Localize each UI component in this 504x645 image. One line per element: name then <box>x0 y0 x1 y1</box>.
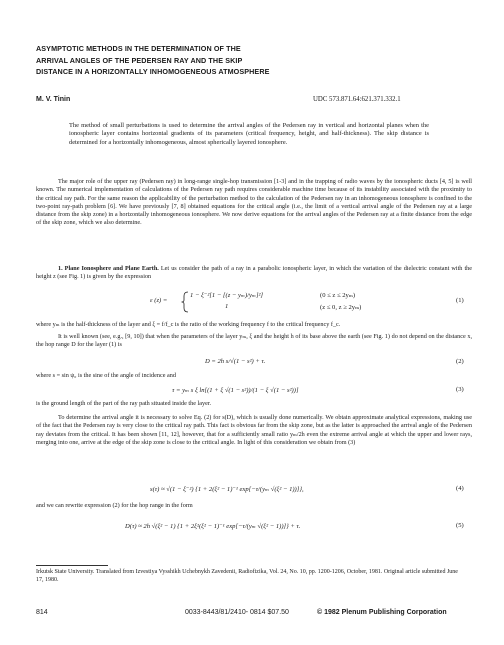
equation-3: τ = yₘ s ξ ln[(1 + ξ √(1 − s²))/(1 − ξ √(1 − s²))] <box>172 387 299 394</box>
section-paragraph <box>36 265 472 282</box>
intro-paragraph: The major role of the upper ray (Pedersen ray) in long-range single-hop transmission [1-3] and in the trapping of radio waves by the ionospheric ducts [4, 5] is well known. The numerical implementation of calculations of the Pedersen ray path requires considerable machine time because of its instability associated with the proximity to the critical ray path. For the same reason the applicability of the perturbation method to the calculation of the Pedersen ray in an inhomogeneous ionosphere is confined to the two-point ray-path problem [6]. We have previously [7, 8] obtained equations for the critical angle (i.e., the limit of a vertical arrival angle of the Pedersen ray at a large distance from the skip zone) in a horizontally inhomogeneous ionosphere. We now derive equations for the arrival angles of the Pedersen ray at a finite distance from the edge of the skip zone, which we also determine. <box>36 178 472 227</box>
ground-length-text: is the ground length of the part of the ray path situated inside the layer. <box>36 400 212 407</box>
rewrite-text: and we can rewrite expression (2) for the hop range in the form <box>36 502 193 509</box>
udc-code: UDC 573.871.64:621.371.332.1 <box>313 96 401 103</box>
equation-4: s(τ) ≈ √(1 − ξ⁻²) {1 + 2(ξ² − 1)⁻¹ exp[−τ/(yₘ √(ξ² − 1))]}, <box>150 486 304 493</box>
equation-1 <box>150 291 440 313</box>
equation-5: D(τ) ≈ 2h √(ξ² − 1) {1 + 2ξ²(ξ² − 1)⁻¹ exp[−τ/(yₘ √(ξ² − 1))]} + τ. <box>125 523 301 530</box>
where-paragraph-1: where yₘ is the half-thickness of the layer and ξ = f/f_c is the ratio of the working frequency f to the critical frequency f_c. <box>36 321 341 328</box>
section-heading: 1. Plane Ionosphere and Plane Earth. <box>58 265 159 272</box>
eq2-number: (2) <box>456 358 464 365</box>
section-text: Let us consider the path of a ray in a parabolic ionospheric layer, in which the variation of the dielectric constant with the height z (see Fig. 1) is given by the expression <box>36 265 473 281</box>
brace-icon <box>181 291 189 313</box>
title-line-1: ASYMPTOTIC METHODS IN THE DETERMINATION OF THE <box>36 44 241 53</box>
eq1-cond-top: (0 ≤ z ≤ 2yₘ) <box>320 292 356 299</box>
article-code: 0033-8443/81/2410- 0814 $07.50 <box>185 609 289 616</box>
title-line-3: DISTANCE IN A HORIZONTALLY INHOMOGENEOUS ATMOSPHERE <box>36 67 270 77</box>
eq5-number: (5) <box>456 522 464 529</box>
eq4-number: (4) <box>456 485 464 492</box>
title-line-2: ARRIVAL ANGLES OF THE PEDERSEN RAY AND THE SKIP <box>36 55 243 65</box>
determine-paragraph: To determine the arrival angle it is necessary to solve Eq. (2) for s(D), which is usually done numerically. We obtain approximate analytical expressions, making use of the fact that the Pedersen ray is very close to the critical ray path. This fact is obvious far from the skip zone, but as the latter is approached the arrival angle of the Pedersen ray deviates from the critical. It has been shown [11, 12], however, that for a sufficiently small ratio yₘ/2h even the extreme arrival angle at which the upper and lower rays, merging into one, arrive at the edge of the skip zone is close to the critical angle. In light of this consideration we obtain from (3) <box>36 414 472 446</box>
article-title <box>36 43 466 78</box>
eq3-number: (3) <box>456 386 464 393</box>
footnote-rule <box>36 565 108 566</box>
eq1-cond-bottom: (z ≤ 0, z ≥ 2yₘ) <box>320 304 362 311</box>
page-number: 814 <box>36 609 48 616</box>
eq1-bottom: 1 <box>225 303 229 310</box>
eq1-top: 1 − ξ⁻²[1 − [(z − yₘ)/yₘ]²] <box>190 292 264 299</box>
equation-2: D = 2h s/√(1 − s²) + τ. <box>205 358 266 365</box>
eq1-lhs: ε (z) = <box>150 297 168 304</box>
footnote: Irkutsk State University. Translated from Izvestiya Vysshikh Uchebnykh Zavedenii, Radiofizika, Vol. 24, No. 10, pp. 1200-1206, October, 1981. Original article submitted June 17, 1980. <box>36 569 458 583</box>
where-paragraph-2: where s = sin ψ₀ is the sine of the angle of incidence and <box>36 372 176 379</box>
known-paragraph: It is well known (see, e.g., [9, 10]) that when the parameters of the layer yₘ, ξ and the height h of its base above the earth (see Fig. 1) do not depend on the distance x, the hop range D for the layer (1) is <box>36 333 472 349</box>
copyright: © 1982 Plenum Publishing Corporation <box>317 609 447 616</box>
abstract: The method of small perturbations is used to determine the arrival angles of the Pedersen ray in vertical and horizontal planes when the ionospheric layer contains horizontal gradients of its parameters (critical frequency, height, and half-thickness). The skip distance is determined for a horizontally inhomogeneous, almost spherically layered ionosphere. <box>69 122 429 146</box>
eq1-number: (1) <box>456 297 464 304</box>
author-name: M. V. Tinin <box>36 96 71 103</box>
